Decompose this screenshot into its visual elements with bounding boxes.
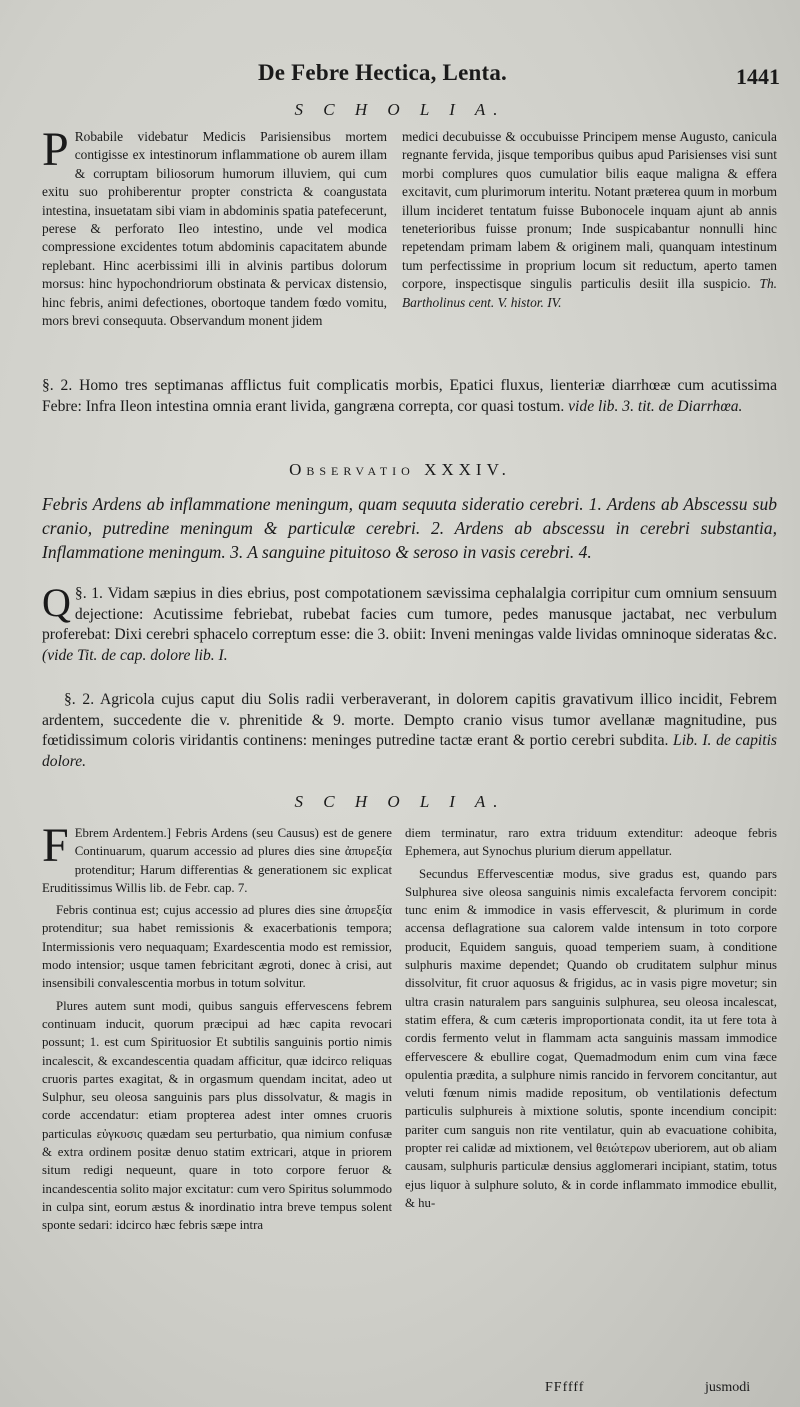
observatio-paragraph-2 [42, 690, 777, 774]
scholia1-left-column [42, 123, 387, 334]
scholia2-right-p1: diem terminatur, raro extra triduum extenditur: adeoque febris Ephemera, aut Synochus plurium dierum appellatur. [405, 826, 777, 859]
scholia1-right-text: medici decubuisse & occubuisse Principem mense Augusto, canicula regnante fervida, jisque temporibus quibus apud Parisienses visi sunt morbi complures quos cumulatior bilis eaque maligna & effera excitavit, cum plurimorum interitu. Notant præterea quum in morbum illum incideret tentatum fuisse Bubonocele inquam ajunt ab annis teneterioribus fuisse pronum; Inde suspicabantur nonnulli hinc repetendam primam labem & originem mali, quanquam intestinum tum perfectissime in proprium locum sit reductum, aperto tamen corpore, inspectisque singulis particulis desiit illa suspicio. [402, 129, 777, 292]
observatio-paragraph-1 [42, 580, 777, 668]
running-header-title: De Febre Hectica, Lenta. [258, 60, 507, 85]
observatio-summary: Febris Ardens ab inflammatione meningum, quam sequuta sideratio cerebri. 1. Ardens ab Abscessu sub cranio, putredine meningum & particulæ cerebri. 2. Ardens ab abscessu in cerebri substantia, Inflammatione meningum. 3. A sanguine pituitoso & seroso in vasis cerebri. 4. [42, 494, 777, 562]
drop-cap-q: Q [42, 580, 71, 625]
drop-cap-p: P [42, 123, 69, 176]
scholia-heading-2: S C H O L I A. [294, 792, 506, 811]
observatio-p1-text: Vidam sæpius in dies ebrius, post compotationem sævissima cephalalgia corripitur cum omnium sensuum dejectione: Acutissime febriebat, rubebat facies cum tumore, pedes manusque jactabat, nec verbulum proferebat: Dixi cerebri sphacelo correptum esse: die 3. obiit: Inveni meningas valde lividas omninoque sideratas &c. [42, 585, 777, 643]
observatio-p1-label: §. 1. [74, 585, 103, 602]
paragraph-2-text: §. 2. Homo tres septimanas afflictus fuit complicatis morbis, Epatici fluxus, lienteriæ diarrhœæ cum acutissima Febre: Infra Ileon intestina omnia erant livida, gangræna correpta, cor quasi tostum. [42, 377, 777, 415]
paragraph-2 [42, 376, 777, 419]
scholia1-citation: Th. Bartholinus cent. V. histor. IV. [402, 276, 777, 310]
scholia2-left-p1: Ebrem Ardentem.] Febris Ardens (seu Causus) est de genere Continuarum, quarum accessio ad plures dies sine ἀπυρεξία protenditur; Harum differentias & generationem sic explicat Eruditissimus Willis lib. de Febr. cap. 7. [42, 826, 392, 895]
paragraph-2-citation: vide lib. 3. tit. de Diarrhœa. [568, 397, 743, 415]
scholia1-right-column [402, 128, 777, 316]
scholia2-left-p3: Plures autem sunt modi, quibus sanguis effervescens febrem continuam inducit, quorum præcipui ad hæc capita revocari possunt; 1. est cum Spirituosior Et subtilis sanguinis portio nimis incalescit, & excandescentia quadam afficitur, quæ idcirco reliquas cruoris partes exagitat, & in orgasmum quendam incitat, adeo ut Sulphur, seu oleosa sanguinis pars plus dissolvatur, & magis in corde accendatur: etiam propterea adest inter omnes cruoris particulas εὐγκυσις quædam seu perturbatio, qua nimium confusæ & extra ordinem positæ denuo statim extricari, atque in priorem situm redigi nequeunt, quare in toto corpore feruor & incandescentia solito major excitatur: cum vero Spiritus solummodo in culpa sint, eorum æstus & inordinatio intra breve tempus solent sponte sedari: idcirco hæc febris sæpe intra [42, 998, 392, 1233]
page-number: 1441 [736, 64, 780, 89]
catchword: jusmodi [705, 1380, 751, 1395]
drop-cap-f: F [42, 819, 69, 872]
scholia2-left-column [42, 819, 392, 1239]
observatio-p2-citation: Lib. I. de capitis dolore. [42, 732, 777, 770]
scholia-heading-1: S C H O L I A. [294, 100, 506, 119]
observatio-heading: Observatio XXXIV. [289, 460, 511, 479]
scholia2-right-column [405, 824, 777, 1216]
signature-mark: FFffff [545, 1380, 585, 1395]
observatio-p2-text: Agricola cujus caput diu Solis radii verberaverant, in dolorem capitis gravativum illico incidit, Febrem ardentem, succedente die v. phrenitide & 9. morte. Dempto cranio visus tumor avellanæ magnitudine, pus fœtidissimum coloris viridantis continens: meninges putredine tactæ erant & portio cerebri subdita. [42, 691, 777, 749]
scholia2-left-p2: Febris continua est; cujus accessio ad plures dies sine ἀπυρεξία protenditur; sua habet remissionis & exacerbationis tempora; Intermissionis vero nequaquam; Exardescentia modo est remissior, modo intensior; usque tamen febricitant ægroti, donec à crisi, aut insensibili convalescentia morbus in totum solvitur. [42, 903, 392, 991]
observatio-p2-label: §. 2. [64, 691, 95, 708]
scholia1-left-text: Robabile videbatur Medicis Parisiensibus mortem contigisse ex intestinorum inflammatione ob aurem illam & corruptam biliosorum humorum illuviem, qui cum exitu suo prohiberentur propter constricta & coangustata intestina, insuetatam sibi viam in abdominis spatia patefecerunt, perese & perforato Ileo intestino, unde vel modica compressione excidentes totum abdominis capacitatem abunde replebant. Hinc acerbissimi illi in alvinis partibus dolorum morsus: hinc hypochondriorum obstinata & pervicax distensio, hinc febris, animi defectiones, obortoque tandem fœdo vomitu, mors brevi consequuta. Observandum monent jidem [42, 129, 387, 329]
observatio-p1-citation: (vide Tit. de cap. dolore lib. I. [42, 646, 228, 664]
scholia2-right-p2: Secundus Effervescentiæ modus, sive gradus est, quando pars Sulphurea sive oleosa sanguinis nimis excalefacta fervorem concipit: tunc enim & immodice in vasis effervescit, & plurimum in corde accensa deflagratione sua calorem valde intensum in toto corpore producit, Equidem sanguis, quoad temperiem suam, à conditione sulphuris maxime dependet; Quando ob cruditatem sulphur minus dissolvitur, fit cruor aquosus & frigidus, ac in vasis pigre movetur; sin ultra crasin naturalem pars sanguinis sulphurea, seu oleosa incalescat, statim effera, & cum cæteris improportionata condit, ita ut fere tota à cordis fermento velut in flammam acta sanguinis massam immodice effervescere & ebullire cogat, Quemadmodum enim cum vina fæce opulentia prædita, a sulphure nimis rancido in fervorem concitantur, aut veluti fœnum nimis madide repositum, ob ventilationis defectum particulis sulphureis à mixtione solutis, sponte incendium concipit: pariter cum sanguis non rite ventilatur, quin ab evacuatione cohibita, propter rei calidæ ad mixtionem, vel θειώτερων uberiorem, aut ob aliam causam, sulphuris particulæ densius agglomerari incipiant, statim, totus ejus liquor à sulphure soluto, & in corde inflammato immodice ebullit, & hu- [405, 866, 777, 1210]
